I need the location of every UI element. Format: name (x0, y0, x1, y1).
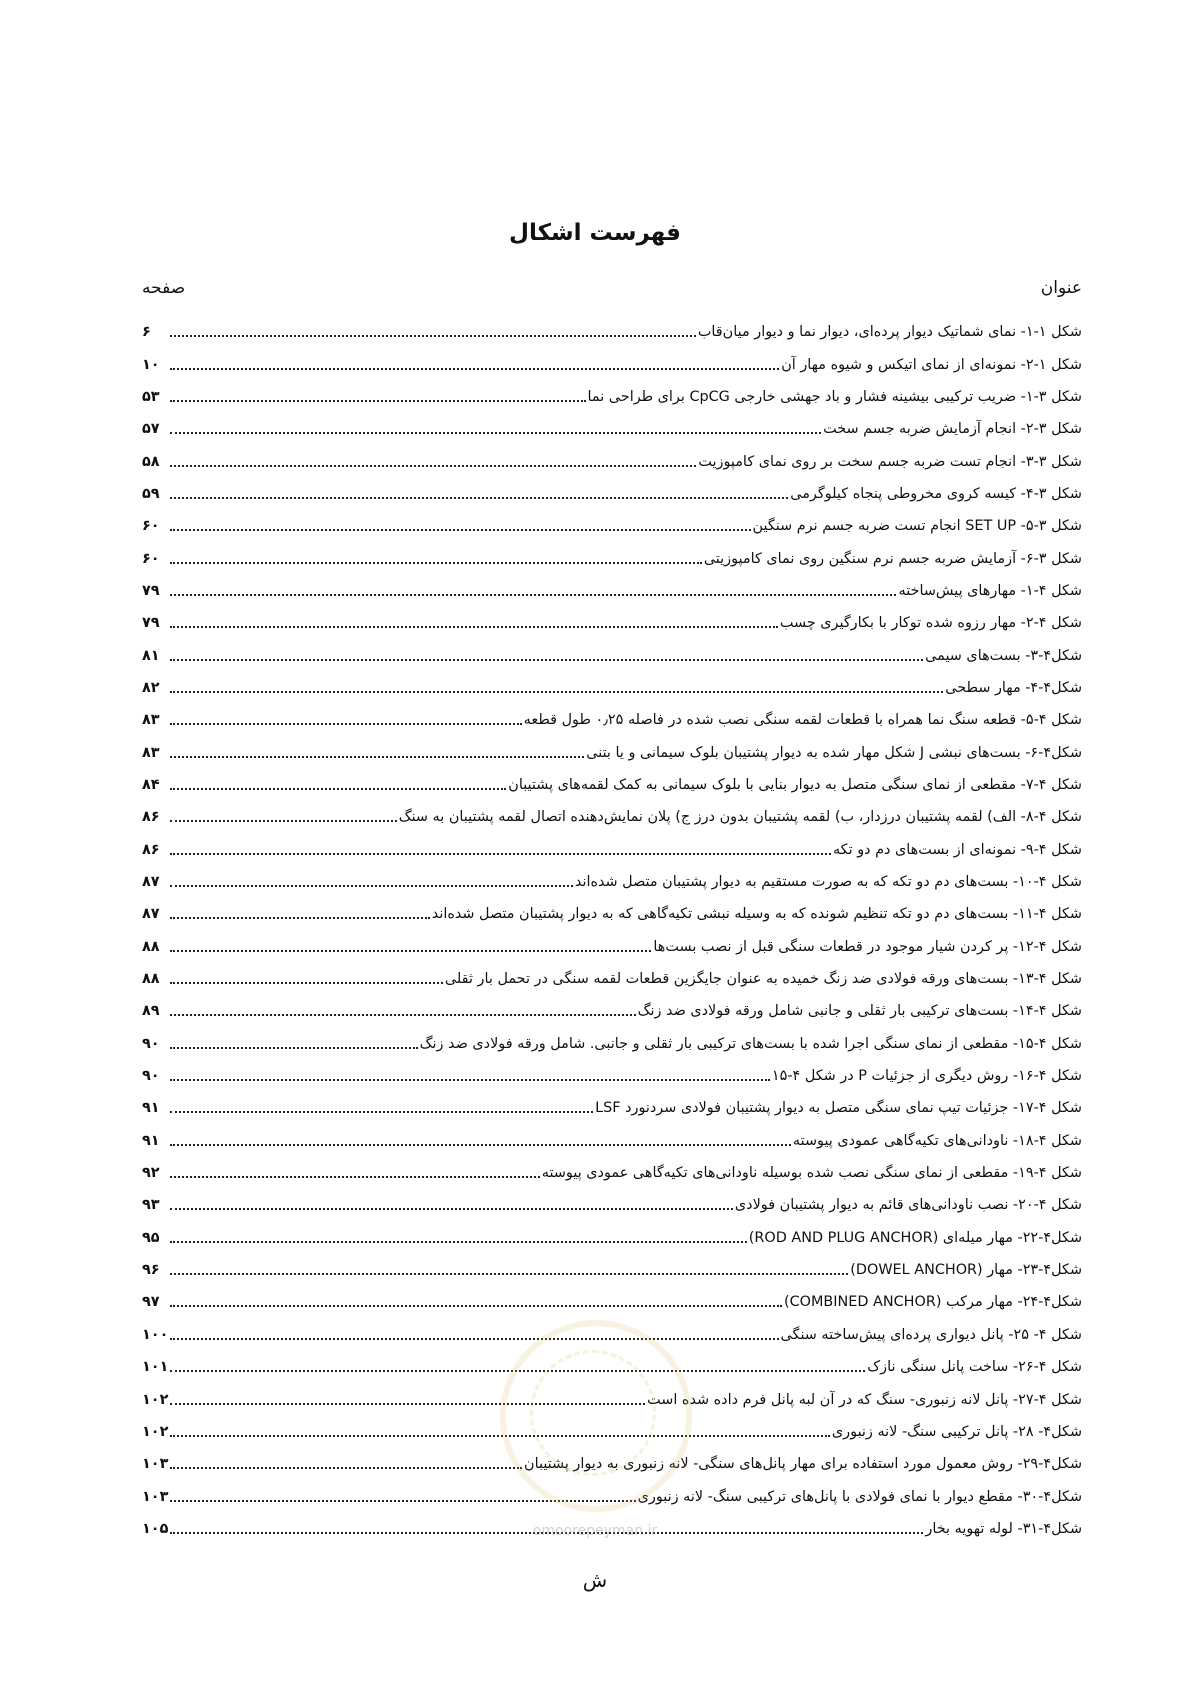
toc-entry-title: شکل ۴-۲- مهار رزوه شده توکار با بکارگیری چسب (779, 615, 1082, 632)
toc-entry-title: شکل۴-۳۱- لوله تهویه بخار (925, 1520, 1082, 1537)
toc-entry-page: ۱۰۲ (142, 1391, 169, 1408)
toc-entry-title: شکل ۴-۲۶- ساخت پانل سنگی نازک (867, 1359, 1082, 1376)
toc-entry-title: شکل ۴- ۲۵- پانل دیواری پرده‌ای پیش‌ساخته سنگی (780, 1326, 1082, 1343)
dot-leader (170, 723, 522, 725)
dot-leader (170, 788, 506, 790)
toc-entry-page: ۶ (142, 324, 151, 341)
dot-leader (170, 1111, 593, 1113)
toc-entry-title: شکل ۴-۱۲- پر کردن شیار موجود در قطعات سنگی قبل از نصب بست‌ها (653, 938, 1082, 955)
toc-entry[interactable] (142, 1222, 1082, 1254)
toc-entry-title: شکل ۳-۲- انجام آزمایش ضربه جسم سخت (823, 421, 1082, 438)
toc-entry[interactable] (142, 1092, 1082, 1124)
dot-leader (170, 853, 831, 855)
toc-entry[interactable] (142, 542, 1082, 574)
dot-leader (170, 1435, 830, 1437)
page-number: ش (582, 1568, 608, 1592)
toc-entry-page: ۹۰ (142, 1068, 160, 1085)
dot-leader (170, 594, 896, 596)
toc-entry[interactable] (142, 995, 1082, 1027)
dot-leader (170, 1176, 540, 1178)
dot-leader (170, 756, 584, 758)
toc-entry-page: ۷۹ (142, 615, 160, 632)
toc-entry-page: ۱۰۳ (142, 1456, 169, 1473)
toc-entry-title: شکل ۴-۱- مهارهای پیش‌ساخته (898, 582, 1082, 599)
toc-entry-title: شکل ۴-۱۷- جزئیات تیپ نمای سنگی متصل به دیوار پشتیبان فولادی سردنورد LSF (595, 1100, 1082, 1117)
toc-entry[interactable] (142, 1060, 1082, 1092)
toc-entry-title: شکل۴-۶- بست‌های نبشی J شکل مهار شده به دیوار پشتیبان بلوک سیمانی و یا بتنی (586, 744, 1082, 761)
toc-entry[interactable] (142, 1028, 1082, 1060)
toc-entry-title: شکل ۳-۵- SET UP انجام تست ضربه جسم نرم سنگین (752, 518, 1082, 535)
toc-entry[interactable] (142, 1189, 1082, 1221)
column-header-page: صفحه (142, 278, 186, 298)
dot-leader (170, 1241, 747, 1243)
watermark-seal (500, 1320, 692, 1512)
toc-entry-title: شکل۴-۲۲- مهار میله‌ای (ROD AND PLUG ANCHOR) (748, 1229, 1082, 1246)
toc-entry[interactable] (142, 834, 1082, 866)
toc-entry-page: ۹۷ (142, 1294, 160, 1311)
toc-entry[interactable] (142, 769, 1082, 801)
toc-entry-title: شکل۴- ۲۸- پانل ترکیبی سنگ- لانه زنبوری (831, 1423, 1082, 1440)
toc-entry-title: شکل ۴-۱۸- ناودانی‌های تکیه‌گاهی عمودی پیوسته (792, 1132, 1082, 1149)
toc-entry-page: ۸۲ (142, 679, 160, 696)
toc-entry-page: ۸۸ (142, 938, 160, 955)
toc-entry-title: شکل ۴-۱۴- بست‌های ترکیبی بار ثقلی و جانبی شامل ورقه فولادی ضد زنگ (637, 1003, 1082, 1020)
toc-entry-title: شکل۴-۳- بست‌های سیمی (925, 647, 1082, 664)
dot-leader (170, 529, 751, 531)
dot-leader (170, 917, 430, 919)
toc-entry-title: شکل۴-۳۰- مقطع دیوار با نمای فولادی با پانل‌های ترکیبی سنگ- لانه زنبوری (637, 1488, 1082, 1505)
toc-entry-page: ۱۰۲ (142, 1423, 169, 1440)
toc-entry[interactable] (142, 413, 1082, 445)
toc-entry-title: شکل۴-۲۹- روش معمول مورد استفاده برای مهار پانل‌های سنگی- لانه زنبوری به دیوار پشتیبان (524, 1456, 1082, 1473)
toc-entry-page: ۵۷ (142, 421, 160, 438)
toc-entry-title: شکل ۴-۷- مقطعی از نمای سنگی متصل به دیوار بنایی با بلوک سیمانی به کمک لقمه‌های پشتیبان (508, 776, 1082, 793)
column-header-title: عنوان (1040, 278, 1082, 298)
dot-leader (170, 1014, 636, 1016)
toc-entry[interactable] (142, 575, 1082, 607)
toc-entry[interactable] (142, 931, 1082, 963)
watermark-url: omoorepeyman.ir (532, 1523, 658, 1539)
dot-leader (170, 626, 778, 628)
toc-entry-page: ۸۷ (142, 874, 160, 891)
toc-entry[interactable] (142, 898, 1082, 930)
dot-leader (170, 335, 696, 337)
toc-entry[interactable] (142, 704, 1082, 736)
toc-entry[interactable] (142, 1286, 1082, 1318)
toc-entry-page: ۹۰ (142, 1035, 160, 1052)
dot-leader (170, 1338, 778, 1340)
dot-leader (170, 1208, 733, 1210)
toc-entry-page: ۹۲ (142, 1165, 160, 1182)
toc-entry-page: ۹۱ (142, 1100, 160, 1117)
dot-leader (170, 691, 943, 693)
toc-entry-page: ۶۰ (142, 518, 160, 535)
toc-entry-page: ۱۰۰ (142, 1326, 169, 1343)
toc-entry[interactable] (142, 1125, 1082, 1157)
toc-entry-title: شکل ۴-۸- الف) لقمه پشتیبان درزدار، ب) لقمه پشتیبان بدون درز ج) پلان نمایش‌دهنده اتصال لقمه پشتیبان به سنگ (398, 809, 1082, 826)
dot-leader (170, 885, 573, 887)
toc-entry-page: ۸۶ (142, 809, 160, 826)
toc-entry[interactable] (142, 607, 1082, 639)
toc-entry[interactable] (142, 381, 1082, 413)
toc-entry-title: شکل ۱-۲- نمونه‌ای از نمای اتیکس و شیوه مهار آن (781, 356, 1082, 373)
toc-entry[interactable] (142, 866, 1082, 898)
toc-entry-page: ۸۸ (142, 971, 160, 988)
toc-entry[interactable] (142, 639, 1082, 671)
toc-entry-page: ۹۱ (142, 1132, 160, 1149)
toc-entry-page: ۹۶ (142, 1262, 160, 1279)
toc-entry-page: ۵۸ (142, 453, 160, 470)
toc-entry[interactable] (142, 316, 1082, 348)
toc-entry-page: ۸۳ (142, 712, 160, 729)
toc-entry-title: شکل ۳-۱- ضریب ترکیبی بیشینه فشار و باد جهشی خارجی CpCG برای طراحی نما (587, 388, 1082, 405)
dot-leader (170, 982, 443, 984)
toc-entry-title: شکل۴-۲۳- مهار (DOWEL ANCHOR) (850, 1262, 1082, 1279)
toc-entry-title: شکل ۴-۱۹- مقطعی از نمای سنگی نصب شده بوسیله ناودانی‌های تکیه‌گاهی عمودی پیوسته (541, 1165, 1082, 1182)
toc-entry[interactable] (142, 736, 1082, 768)
toc-entry-title: شکل ۴-۹- نمونه‌ای از بست‌های دم دو تکه (832, 841, 1082, 858)
toc-entry-page: ۹۳ (142, 1197, 160, 1214)
dot-leader (170, 1079, 770, 1081)
toc-entry-page: ۸۴ (142, 776, 160, 793)
toc-entry-page: ۸۳ (142, 744, 160, 761)
toc-entry-title: شکل۴-۴- مهار سطحی (945, 679, 1082, 696)
dot-leader (170, 400, 586, 402)
toc-entry-page: ۱۰۳ (142, 1488, 169, 1505)
toc-entry-page: ۸۷ (142, 906, 160, 923)
toc-entry[interactable] (142, 963, 1082, 995)
dot-leader (170, 1305, 782, 1307)
toc-entry-title: شکل ۳-۳- انجام تست ضربه جسم سخت بر روی نمای کامپوزیت (698, 453, 1082, 470)
dot-leader (170, 1047, 418, 1049)
toc-entry[interactable] (142, 801, 1082, 833)
toc-entry-title: شکل ۴-۵- قطعه سنگ نما همراه با قطعات لقمه سنگی نصب شده در فاصله ۰٫۲۵ طول قطعه (523, 712, 1082, 729)
toc-entry-title: شکل ۴-۱۱- بست‌های دم دو تکه تنظیم شونده که به وسیله نبشی تکیه‌گاهی که به دیوار پشتیبان متصل شده‌اند (431, 906, 1082, 923)
dot-leader (170, 950, 651, 952)
toc-entry-title: شکل ۴-۲۰- نصب ناودانی‌های قائم به دیوار پشتیبان فولادی (734, 1197, 1082, 1214)
toc-entry-page: ۷۹ (142, 582, 160, 599)
dot-leader (170, 820, 397, 822)
toc-entry-title: شکل ۴-۱۶- روش دیگری از جزئیات P در شکل ۴-۱۵ (771, 1068, 1082, 1085)
toc-entry[interactable] (142, 672, 1082, 704)
toc-entry-page: ۵۳ (142, 388, 160, 405)
toc-entry-page: ۵۹ (142, 485, 160, 502)
toc-entry-title: شکل ۴-۱۳- بست‌های ورقه فولادی ضد زنگ خمیده به عنوان جایگزین قطعات لقمه سنگی در تحمل بار ثقلی (444, 971, 1082, 988)
toc-entry-page: ۱۰۱ (142, 1359, 169, 1376)
dot-leader (170, 368, 779, 370)
toc-entry[interactable] (142, 510, 1082, 542)
dot-leader (170, 432, 821, 434)
dot-leader (170, 497, 788, 499)
toc-entry-page: ۱۰۵ (142, 1520, 169, 1537)
dot-leader (170, 465, 696, 467)
dot-leader (170, 1144, 791, 1146)
toc-entry[interactable] (142, 445, 1082, 477)
toc-entry-page: ۸۱ (142, 647, 160, 664)
toc-entry-page: ۶۰ (142, 550, 160, 567)
toc-entry-title: شکل ۳-۶- آزمایش ضربه جسم نرم سنگین روی نمای کامپوزیتی (703, 550, 1082, 567)
toc-entry-title: شکل۴-۲۴- مهار مرکب (COMBINED ANCHOR) (783, 1294, 1082, 1311)
toc-entry[interactable] (142, 1254, 1082, 1286)
dot-leader (170, 562, 702, 564)
page-title: فهرست اشکال (509, 220, 681, 246)
dot-leader (170, 1467, 522, 1469)
toc-entry[interactable] (142, 478, 1082, 510)
toc-entry[interactable] (142, 348, 1082, 380)
toc-entry[interactable] (142, 1157, 1082, 1189)
toc-entry-page: ۸۹ (142, 1003, 160, 1020)
toc-entry-title: شکل ۳-۴- کیسه کروی مخروطی پنجاه کیلوگرمی (790, 485, 1082, 502)
dot-leader (170, 1273, 848, 1275)
toc-entry-page: ۹۵ (142, 1229, 160, 1246)
toc-entry-page: ۱۰ (142, 356, 160, 373)
dot-leader (170, 659, 923, 661)
toc-entry-title: شکل ۴-۱۵- مقطعی از نمای سنگی اجرا شده با بست‌های ترکیبی بار ثقلی و جانبی. شامل ورقه فولادی ضد زنگ (419, 1035, 1082, 1052)
toc-entry-title: شکل ۴-۱۰- بست‌های دم دو تکه که به صورت مستقیم به دیوار پشتیبان متصل شده‌اند (574, 874, 1082, 891)
toc-entry-title: شکل ۴-۲۷- پانل لانه زنبوری- سنگ که در آن لبه پانل فرم داده شده است (647, 1391, 1082, 1408)
toc-entry-title: شکل ۱-۱- نمای شماتیک دیوار پرده‌ای، دیوار نما و دیوار میان‌قاب (697, 324, 1082, 341)
toc-entry-page: ۸۶ (142, 841, 160, 858)
